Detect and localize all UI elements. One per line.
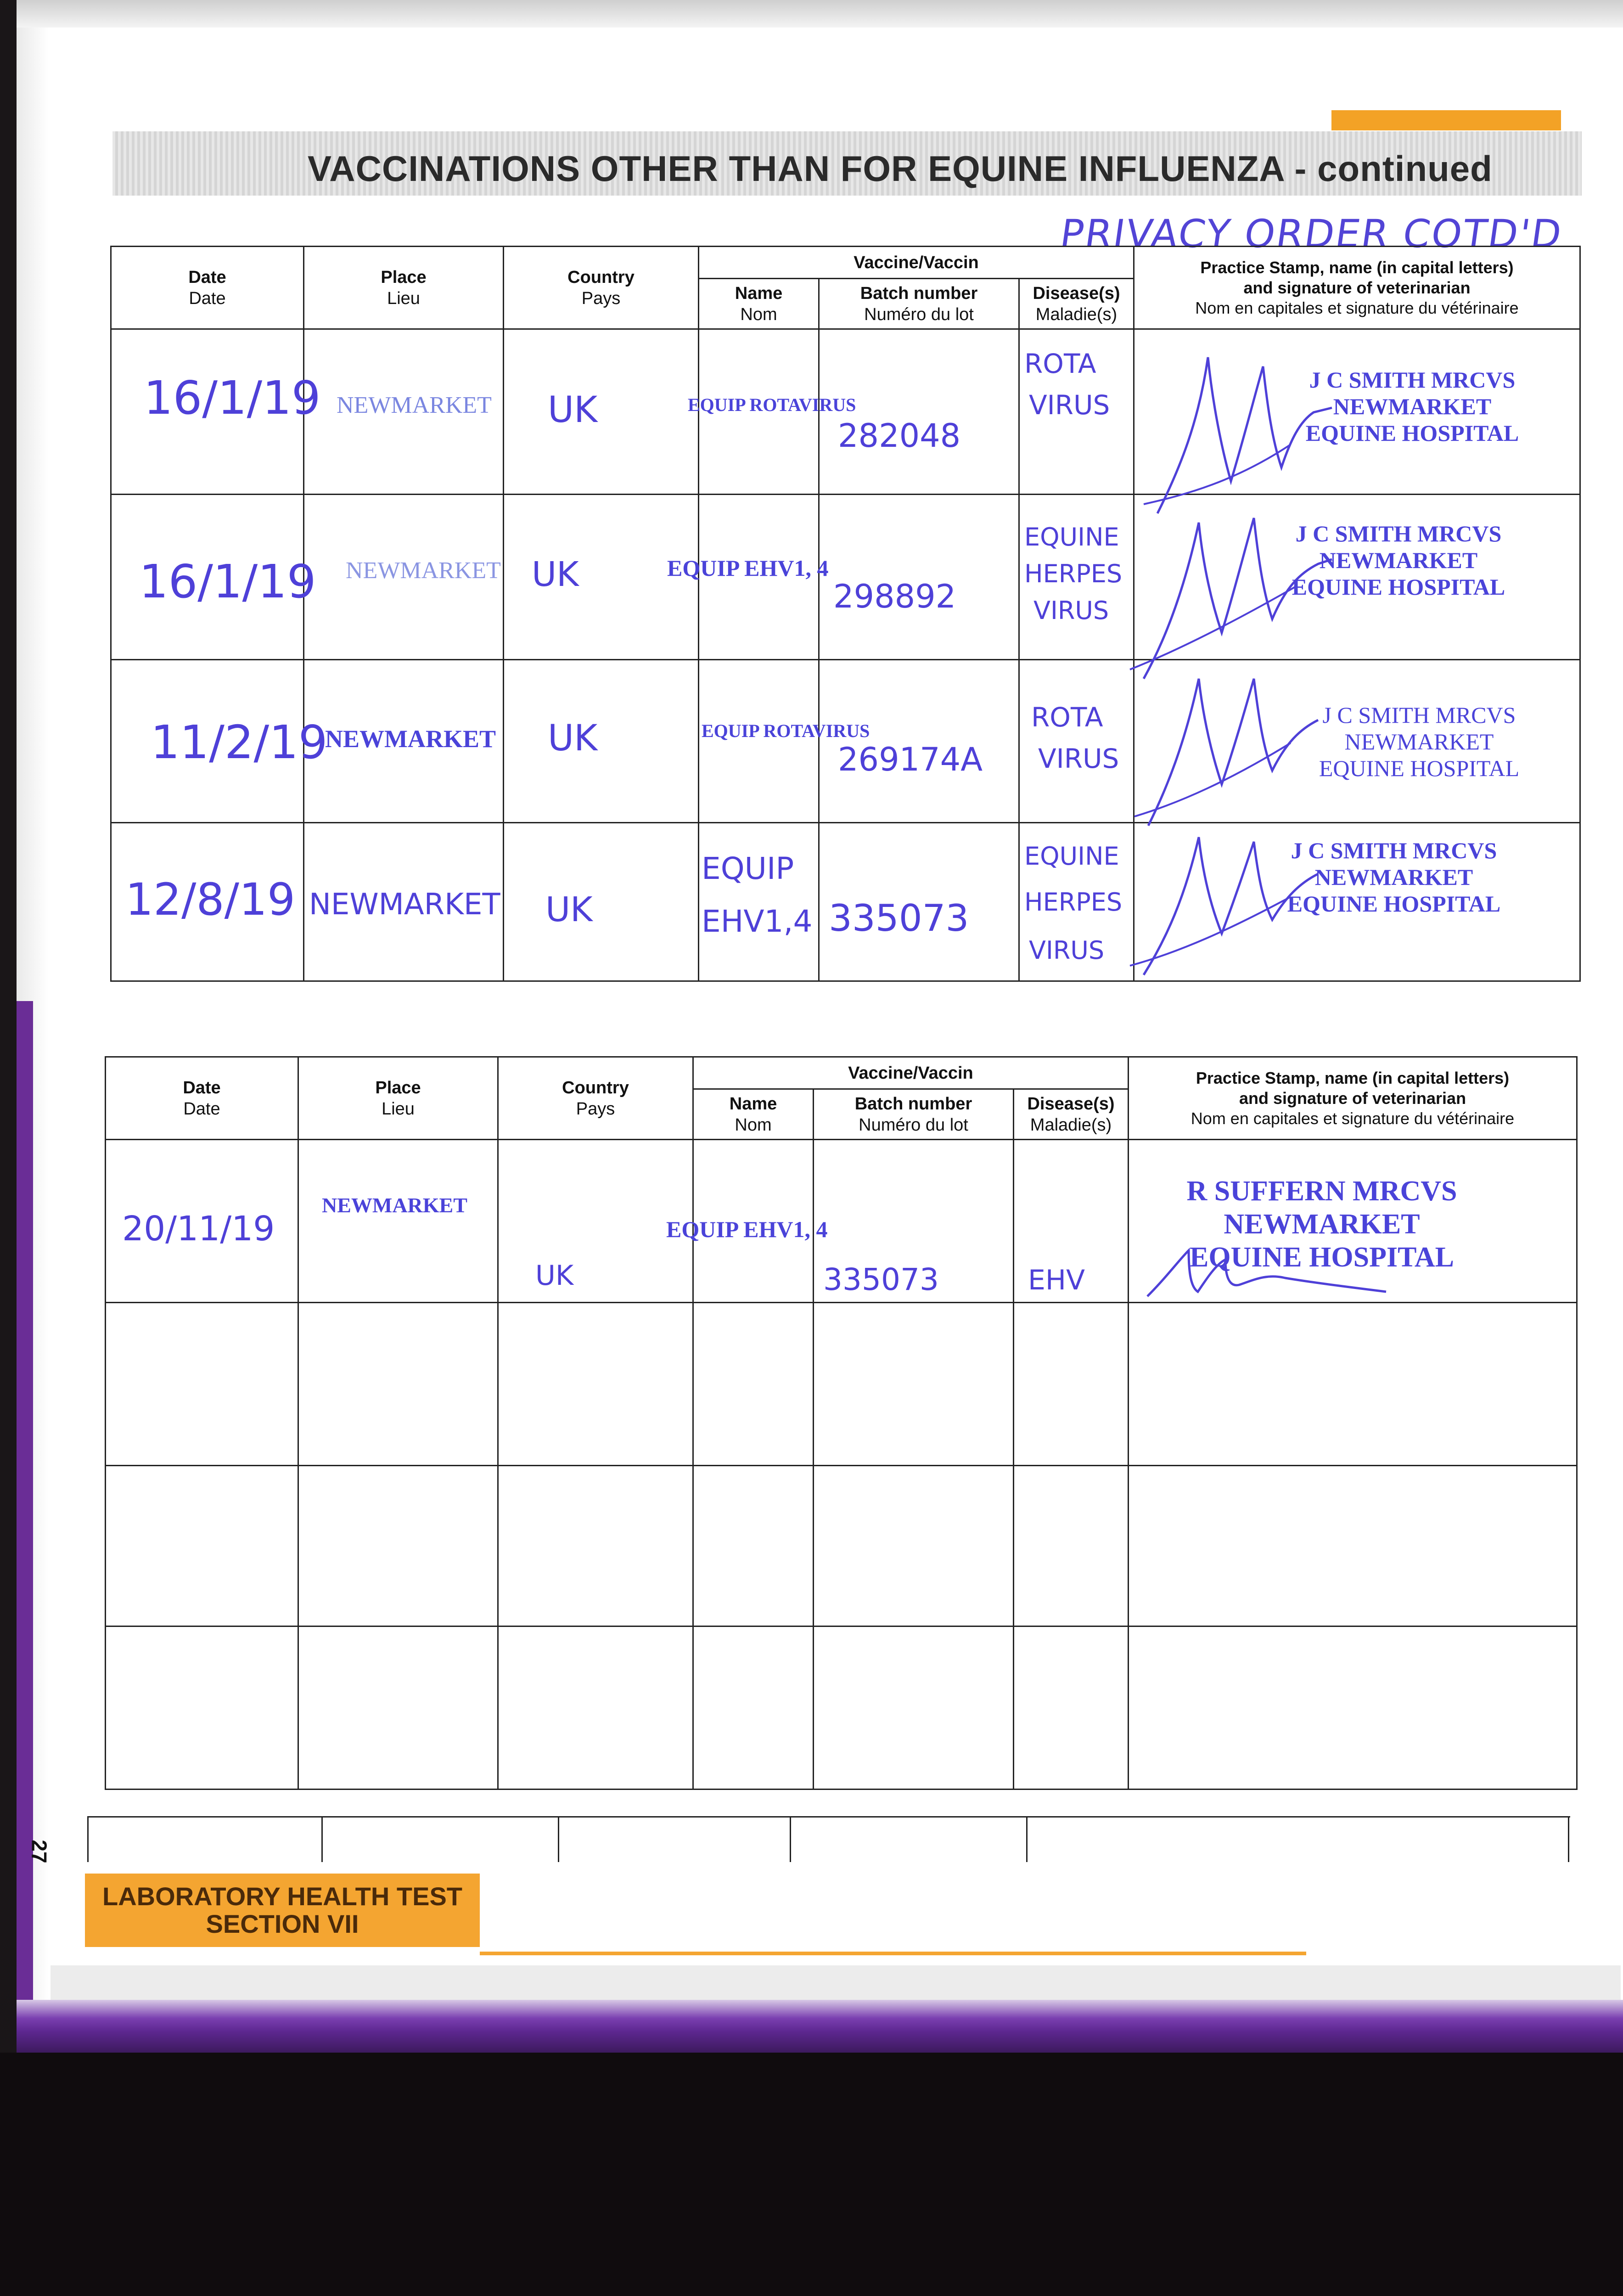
date-cell: 20/11/19 <box>106 1140 298 1303</box>
table-row <box>111 329 1580 495</box>
header-country: Country Pays <box>498 1057 693 1140</box>
practice-stamp-cell <box>1134 660 1580 823</box>
batch-cell <box>814 1626 1014 1790</box>
header-diseases: Disease(s) Maladie(s) <box>1019 279 1134 329</box>
stamp-hospital: EQUINE HOSPITAL <box>1292 574 1505 600</box>
country-cell: UK <box>504 329 699 495</box>
date-cell: 12/8/19 <box>111 823 304 981</box>
table-row <box>111 660 1580 823</box>
handwritten-note: PRIVACY ORDER COTD'D <box>1057 211 1566 256</box>
disease-cell: EQUINE HERPES VIRUS <box>1019 823 1134 981</box>
country-cell <box>498 1303 693 1466</box>
disease-cell: ROTA VIRUS <box>1019 660 1134 823</box>
scan-left-edge <box>0 0 17 2053</box>
batch-cell <box>814 1303 1014 1466</box>
country-cell: UK <box>504 495 699 660</box>
table-row <box>106 1140 1577 1303</box>
vaccine-name-cell: EQUIP ROTAVIRUS <box>699 329 819 495</box>
page-number: 27 <box>27 1840 51 1863</box>
disease-cell <box>1014 1626 1129 1790</box>
practice-stamp-cell <box>1134 823 1580 981</box>
disease-cell: EQUINE HERPES VIRUS <box>1019 495 1134 660</box>
vaccine-name-cell: EQUIP EHV1, 4 <box>693 1140 814 1303</box>
practice-stamp-cell <box>1129 1140 1577 1303</box>
vaccine-name-cell: EQUIP ROTAVIRUS <box>699 660 819 823</box>
header-vaccine-group: Vaccine/Vaccin <box>693 1057 1129 1089</box>
section-tab-rule <box>480 1952 1306 1955</box>
page-bottom-margin <box>51 1965 1621 2000</box>
header-vaccine-name: Name Nom <box>699 279 819 329</box>
header-place: Place Lieu <box>298 1057 498 1140</box>
header-date: Date Date <box>106 1057 298 1140</box>
batch-cell <box>814 1466 1014 1626</box>
practice-stamp-cell <box>1129 1466 1577 1626</box>
place-cell: NEWMARKET <box>304 329 504 495</box>
divider <box>790 1816 791 1862</box>
country-cell <box>498 1466 693 1626</box>
practice-stamp-cell <box>1129 1626 1577 1790</box>
header-practice-stamp: Practice Stamp, name (in capital letters) and signature of veterinarian Nom en capitales et signature du vétérinaire <box>1129 1057 1577 1140</box>
date-cell: 16/1/19 <box>111 329 304 495</box>
divider <box>87 1816 89 1862</box>
divider <box>1026 1816 1028 1862</box>
veterinarian-signature <box>1138 1241 1395 1310</box>
scan-background <box>0 2053 1623 2296</box>
stamp-hospital: EQUINE HOSPITAL <box>1319 755 1520 781</box>
batch-cell: 335073 <box>814 1140 1014 1303</box>
place-cell <box>298 1626 498 1790</box>
header-vaccine-group: Vaccine/Vaccin <box>699 247 1134 279</box>
next-page-table-edge <box>87 1816 1570 1863</box>
country-cell <box>498 1626 693 1790</box>
disease-cell: ROTA VIRUS <box>1019 329 1134 495</box>
country-cell: UK <box>504 660 699 823</box>
booklet-cover-band <box>17 2000 1623 2053</box>
vaccination-table-1 <box>110 246 1581 982</box>
stamp-town: NEWMARKET <box>1224 1209 1420 1240</box>
stamp-vet-name: J C SMITH MRCVS <box>1322 702 1516 728</box>
header-country: Country Pays <box>504 247 699 329</box>
table-row <box>106 1626 1577 1790</box>
date-cell <box>106 1626 298 1790</box>
header-practice-stamp: Practice Stamp, name (in capital letters) and signature of veterinarian Nom en capitales et signature du vétérinaire <box>1134 247 1580 329</box>
date-cell <box>106 1303 298 1466</box>
header-batch-number: Batch number Numéro du lot <box>814 1089 1014 1140</box>
stamp-town: NEWMARKET <box>1333 394 1492 419</box>
date-cell <box>106 1466 298 1626</box>
stamp-hospital: EQUINE HOSPITAL <box>1287 891 1501 917</box>
veterinarian-signature <box>1116 810 1337 984</box>
place-cell: NEWMARKET <box>298 1140 498 1303</box>
batch-cell: 282048 <box>819 329 1019 495</box>
page-title: VACCINATIONS OTHER THAN FOR EQUINE INFLUENZA - continued <box>308 148 1493 189</box>
vaccine-name-cell <box>693 1466 814 1626</box>
vaccine-name-cell <box>693 1303 814 1466</box>
date-cell: 16/1/19 <box>111 495 304 660</box>
vaccine-name-cell: EQUIP EHV1, 4 <box>699 495 819 660</box>
date-cell: 11/2/19 <box>111 660 304 823</box>
batch-cell: 335073 <box>819 823 1019 981</box>
place-cell <box>298 1466 498 1626</box>
stamp-vet-name: R SUFFERN MRCVS <box>1186 1176 1457 1207</box>
section-tab-label: LABORATORY HEALTH TEST SECTION VII <box>102 1882 462 1938</box>
header-accent-strip <box>1331 110 1561 130</box>
stamp-hospital: EQUINE HOSPITAL <box>1305 420 1519 446</box>
batch-cell: 269174A <box>819 660 1019 823</box>
place-cell: NEWMARKET <box>304 660 504 823</box>
divider <box>1568 1816 1569 1862</box>
country-cell: UK <box>504 823 699 981</box>
table-row <box>111 495 1580 660</box>
header-vaccine-name: Name Nom <box>693 1089 814 1140</box>
stamp-vet-name: J C SMITH MRCVS <box>1295 521 1502 546</box>
table-row <box>111 823 1580 981</box>
vaccination-table-2 <box>105 1056 1578 1790</box>
stamp-hospital: EQUINE HOSPITAL <box>1190 1242 1454 1273</box>
table-row <box>106 1466 1577 1626</box>
divider <box>321 1816 323 1862</box>
place-cell <box>298 1303 498 1466</box>
disease-cell <box>1014 1303 1129 1466</box>
practice-stamp-cell <box>1134 329 1580 495</box>
veterinarian-signature <box>1116 651 1337 835</box>
place-cell: NEWMARKET <box>304 495 504 660</box>
stamp-town: NEWMARKET <box>1344 729 1494 754</box>
header-batch-number: Batch number Numéro du lot <box>819 279 1019 329</box>
header-date: Date Date <box>111 247 304 329</box>
practice-stamp-cell <box>1129 1303 1577 1466</box>
divider <box>558 1816 559 1862</box>
header-place: Place Lieu <box>304 247 504 329</box>
practice-stamp-cell <box>1134 495 1580 660</box>
vaccine-name-cell <box>693 1626 814 1790</box>
country-cell: UK <box>498 1140 693 1303</box>
header-diseases: Disease(s) Maladie(s) <box>1014 1089 1129 1140</box>
vaccine-name-cell: EQUIP EHV1,4 <box>699 823 819 981</box>
stamp-town: NEWMARKET <box>1314 864 1473 890</box>
scan-top-shadow <box>0 0 1623 28</box>
batch-cell: 298892 <box>819 495 1019 660</box>
place-cell: NEWMARKET <box>304 823 504 981</box>
table-row <box>106 1303 1577 1466</box>
stamp-town: NEWMARKET <box>1319 547 1478 573</box>
disease-cell <box>1014 1466 1129 1626</box>
stamp-vet-name: J C SMITH MRCVS <box>1291 838 1497 863</box>
disease-cell: EHV <box>1014 1140 1129 1303</box>
stamp-vet-name: J C SMITH MRCVS <box>1309 367 1516 393</box>
